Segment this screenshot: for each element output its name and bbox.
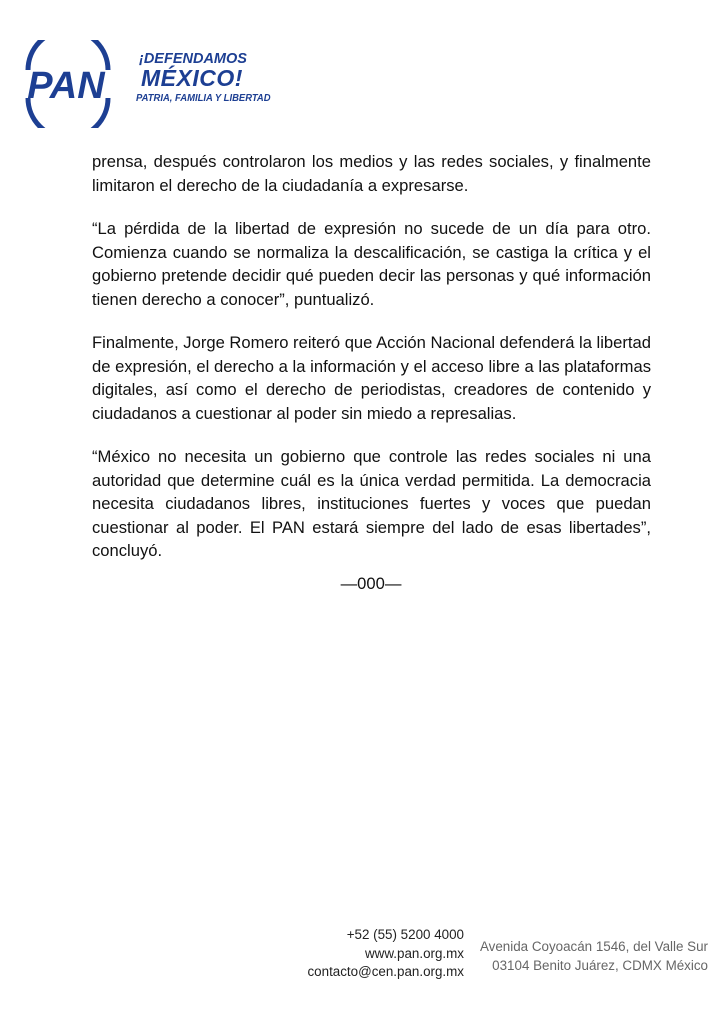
logo-text: PAN — [27, 65, 105, 107]
footer-address-line-1: Avenida Coyoacán 1546, del Valle Sur — [479, 939, 708, 954]
footer-email: contacto@cen.pan.org.mx — [307, 964, 464, 980]
paragraph: prensa, después controlaron los medios y las redes sociales, y finalmente limitaron el derecho de la ciudadanía a expresarse. — [92, 152, 651, 195]
paragraph: “La pérdida de la libertad de expresión no sucede de un día para otro. Comienza cuando se normaliza la descalificación, se castiga la crítica y el gobierno pretende decidir qué pueden decir las personas y qué información tienen derecho a conocer”, puntualizó. — [92, 219, 651, 309]
slogan-line-2: MÉXICO! — [141, 65, 243, 91]
footer-phone: +52 (55) 5200 4000 — [346, 927, 464, 942]
end-mark: —000— — [340, 574, 402, 593]
footer-contact — [307, 926, 464, 982]
footer-address-line-2: 03104 Benito Juárez, CDMX México — [492, 957, 708, 973]
paragraph: Finalmente, Jorge Romero reiteró que Acción Nacional defenderá la libertad de expresión, el derecho a la información y el acceso libre a las plataformas digitales, así como el derecho de periodistas, creadores de contenido y ciudadanos a cuestionar al poder sin miedo a represalias. — [92, 333, 651, 423]
footer-address — [480, 938, 708, 975]
press-release-body — [92, 150, 651, 583]
slogan-line-1: ¡DEFENDAMOS — [139, 51, 247, 67]
paragraph: “México no necesita un gobierno que controle las redes sociales ni una autoridad que determine cuál es la única verdad permitida. La democracia necesita ciudadanos libres, instituciones fuertes y voces que puedan cuestionar al poder. El PAN estará siempre del lado de esas libertades”, concluyó. — [92, 447, 651, 560]
letterhead — [0, 0, 724, 140]
pan-logo — [14, 40, 118, 128]
slogan-line-3: PATRIA, FAMILIA Y LIBERTAD — [136, 92, 271, 104]
footer-website: www.pan.org.mx — [365, 945, 464, 961]
